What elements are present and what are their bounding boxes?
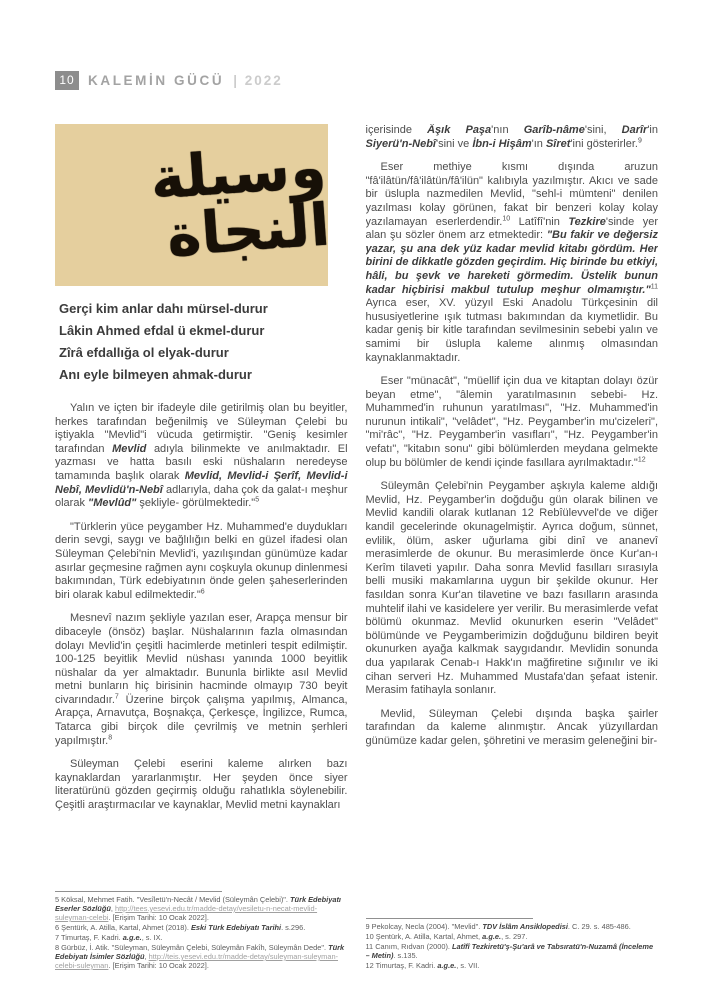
emphasized-text: Mevlid [112,442,147,455]
footnote-url[interactable]: http://tees.yesevi.edu.tr/madde-detay/vesiletu-n-necat-mevlid-suleyman-celebi [55,904,318,922]
body-paragraph: Mevlid, Süleyman Çelebi dışında başka şairler tarafından da kaleme alınmıştır. Ancak yüzyıllardan günümüze kadar gelen, şöhretini ve merasim geleneğini bir- [365,707,658,747]
footnote: 12 Timurtaş, F. Kadri. a.g.e., s. VII. [365,961,480,970]
poem-line: Lâkin Ahmed efdal ü ekmel-durur [59,323,265,338]
body-paragraph: Yalın ve içten bir ifadeyle dile getirilmiş olan bu beyitler, herkes tarafından beğenilmiş ve Süleyman Çelebi bu iştiyakla "Mevlid"i vücuda getirmiştir. "Geniş kesimler tarafından Mevlid adıyla bilinmekte ve anılmaktadır. El yazması ve hatta basılı eski nüshaların neredeyse tamamında başlık olarak Mevlid, Mevlid-i Şerîf, Mevlid-i Nebî, Mevlidü'n-Nebî adlarıyla, daha çok da galat-ı meşhur olarak "Mevlûd" şekliyle- görülmektedir."$^5$ [55,402,348,510]
emphasized-text: Tezkire [568,215,606,228]
emphasized-text: "Mevlûd" [88,497,137,510]
footnote: 11 Canım, Rıdvan (2000). Latîfî Tezkiretü'ş-Şu'arâ ve Tabsıratü'n-Nuzamâ (İnceleme – Metin). s.135. [365,942,654,960]
body-paragraph: Süleymân Çelebi'nin Peygamber aşkıyla kaleme aldığı Mevlid, Hz. Peygamber'in doğduğu gün olarak bilinen ve Mevlid kandili olarak kutlanan 12 Rebîülevvel'de ve diğer kandil gecelerinde okunagelmiştir. Ayrıca doğum, sünnet, evlilik, ölüm, asker uğurlama gibi dinî ve ananevî merasimlerde de okunur. Bu merasimlerde önce Kur'an-ı Kerîm tilaveti yapılır. Daha sonra Mevlid fasılları sırasıyla belli musiki makamlarına uygun bir şekilde okunur. Her fasıldan sonra Kur'an tilavetine ve bazı fasılların arasında muhtelif ilahi ve kasidelere yer verilir. Bu merasimlerde vefat bölümü okunmaz. Mevlid okunurken eserin "Velâdet" bölümünde ve Peygamberimizin doğduğunu bildiren beyit okunurken ayağa kalkmak saygıdandır. Mevlidin sonunda dua yapılarak Cenab-ı Hakk'ın mağfiretine sığınılır ve iki cihan serveri Hz. Muhammed Mustafa'dan şefaat istenir. Merasim fatihayla sonlanır. [365,480,658,697]
emphasized-text: a.g.e. [122,933,142,942]
footnote-ref: 6 [200,588,205,596]
emphasized-text: Darîr [621,124,648,136]
footnote-url[interactable]: http://teis.yesevi.edu.tr/madde-detay/suleyman-suleyman-celebi-suleyman [55,952,339,970]
body-paragraph: "Türklerin yüce peygamber Hz. Muhammed'e duydukları derin sevgi, saygı ve bağlılığın belki en güzel ifadesi olan Süleyman Çelebi'nin Mevlid'i, yazılışından günümüze kadar asırlar geçmesine rağmen aynı coşkuyla okunup dinlenmesi bakımından, Türk edebiyatının önde gelen şaheserlerinden biri olarak kabul edilmektedir."$^6$ [55,520,348,601]
right-column-body [366,124,659,759]
body-paragraph: Eser methiye kısmı dışında aruzun "fâ'ilâtün/fâ'ilâtün/fâ'ilün" kalıbıyla yazılmıştır. Akıcı ve sade bir üslupla nazmedilen Mevlid, "sehl-i mümteni" denilen yazılması kolay görünen, fakat bir benzeri kolay kolay yazılamayan eserlerdendir.$^{10}$ Latîfî'nin Tezkire'sinde yer alan şu sözler önem arz etmektedir: "Bu fakir ve değersiz yazar, şu ana dek yüz kadar mevlid kitabı gördüm. Her birini de dikkatle gözden geçirdim. Hiç birinde bu etkiyi, hâli, bu şevk ve hareketi görmedim. Üstelik bunun kadar hiçbirisi makbul tutulup meşhur olmamıştır."$^{11}$ Ayrıca eser, XV. yüzyıl Eski Anadolu Türkçesinin dil hususiyetlerine ışık tutması bakımından da kıymetlidir. Bu kadar geniş bir kitle tarafından sevilmesinin sebebi yalın ve samimi bir üslupla kaleme alınmış olmasından kaynaklanmaktadır. [365,161,658,364]
emphasized-text: a.g.e. [482,932,502,941]
magazine-year: | 2022 [233,72,283,88]
page-number: 10 [55,71,79,90]
footnote: 10 Şentürk, A. Atilla, Kartal, Ahmet, a.g.e., s. 297. [365,932,528,941]
emphasized-text: Mevlid, Mevlid-i Şerîf, Mevlid-i Nebî, Mevlidü'n-Nebî [55,469,348,496]
emphasized-text: İbn-i Hişâm [472,137,532,150]
footnote-ref: 8 [108,734,113,741]
emphasized-text: "Bu fakir ve değersiz yazar, şu ana dek yüz kadar mevlid kitabı gördüm. Her birini de dikkatle gözden geçirdim. Hiç birinde bu etkiyi, hâli, bu şevk ve hareketi görmedim. Üstelik bunun kadar hiçbirisi makbul tutulup meşhur olmamıştır." [365,229,658,296]
footnote-ref: 10 [502,214,511,222]
emphasized-text: Latîfî Tezkiretü'ş-Şu'arâ ve Tabsıratü'n-Nuzamâ (İnceleme – Metin) [365,942,654,960]
magazine-title: KALEMİN GÜCÜ [88,72,225,88]
footnote-ref: 12 [637,456,646,463]
body-paragraph: içerisinde Âşık Paşa'nın Garîb-nâme'sini, Darîr'in Siyerü'n-Nebî'sini ve İbn-i Hişâm'ın Sîret'ini gösterirler.$^9$ [365,124,658,150]
body-paragraph: Süleyman Çelebi eserini kaleme alırken bazı kaynaklardan yararlanmıştır. Her şeyden önce siyer literatürünü gözden geçirmiş olduğu rahatlıkla söylenebilir. Çeşitli araştırmacılar ve kaynaklar, Mevlid metni kaynakları [55,758,348,812]
footnote: 9 Pekolcay, Necla (2004). "Mevlid". TDV İslâm Ansiklopedisi. C. 29. s. 485-486. [365,922,631,931]
emphasized-text: Garîb-nâme [523,124,585,136]
footnote: 8 Gürbüz, İ. Atik. "Süleyman, Süleymân Çelebi, Süleymân Fakîh, Süleymân Dede". Türk Edebiyatı İsimler Sözlüğü, http://teis.yesevi.edu.tr/madde-detay/suleyman-suleyman-celebi-suleyman. [Erişim Tarihi: 10 Ocak 2022]. [55,943,345,970]
right-footnote-list [366,922,659,970]
emphasized-text: Türk Edebiyatı İsimler Sözlüğü [55,943,345,961]
footnote-ref: 5 [255,496,260,504]
left-footnote-list [55,895,348,970]
poem-line: Anı eyle bilmeyen ahmak-durur [59,367,252,382]
emphasized-text: Eski Türk Edebiyatı Tarihi [190,923,282,932]
footnote: 5 Köksal, Mehmet Fatih. "Vesîletü'n-Necât / Mevlid (Süleymân Çelebi)". Türk Edebiyatı Eserler Sözlüğü, http://tees.yesevi.edu.tr/madde-detay/vesiletu-n-necat-mevlid-suleyman-celebi. [Erişim Tarihi: 10 Ocak 2022]. [55,895,341,922]
footnote: 7 Timurtaş, F. Kadri. a.g.e., s. IX. [55,933,163,942]
emphasized-text: a.g.e. [437,961,457,970]
body-paragraph: Mesnevî nazım şekliyle yazılan eser, Arapça mensur bir dibaceyle (önsöz) başlar. Nüshalarının fazla olmasından dolayı Mevlid'in çeşitli hacimlerde metinleri tespit edilmiştir. 100-125 beyitlik Mevlid nüshası yanında 1000 beyitlik nüshalar da yer almaktadır. Bununla birlikte asıl Mevlid metni bunların hiç birisinin hacminde olmayıp 730 beyit civarındadır.$^7$ Üzerine birçok çalışma yapılmış, Almanca, Arapça, Arnavutça, Boşnakça, Çerkesçe, İngilizce, Rumca, Tatarca gibi birçok dile çevrilmiş ve metnin şerhleri yapılmıştır.$^8$ [55,612,348,747]
footnote-separator [366,918,533,919]
poem-line: Gerçi kim anlar dahı mürsel-durur [59,301,268,316]
emphasized-text: Sîret [545,137,571,150]
emphasized-text: Âşık Paşa [427,124,492,136]
left-footnotes [55,891,348,985]
footnote-separator [55,891,222,892]
footnote-ref: 9 [637,136,642,144]
right-column [366,124,659,985]
arabic-calligraphy-text: وسيلة النجاة [148,132,333,270]
calligraphy-image [55,124,333,286]
page-header [55,70,658,90]
body-paragraph: Eser "münacât", "müellif için dua ve kitaptan dolayı özür beyan etme", "âlemin yaratılmasının sebebi- Hz. Muhammed'in ruhunun yaratılması", "Hz. Muhammed'in nurunun intikali", "velâdet", "Hz. Peygamber'in mu'cizeleri", "mi'râc", "Hz. Peygamber'in vasıfları", "Hz. Peygamber'in vefatı", "kitabın sonu" gibi bölümlerden meydana gelmekte olup bu bölümler de kendi içinde fasıllara ayrılmaktadır."$^{12}$ [365,375,658,469]
left-column-body [55,402,348,823]
footnote: 6 Şentürk, A. Atilla, Kartal, Ahmet (2018). Eski Türk Edebiyatı Tarihi. s.296. [55,923,306,932]
emphasized-text: Siyerü'n-Nebî [365,137,436,150]
two-column-layout [55,124,658,985]
right-footnotes [366,918,659,985]
emphasized-text: Türk Edebiyatı Eserler Sözlüğü [55,895,341,913]
poem-line: Zîrâ efdallığa ol elyak-durur [59,345,229,360]
footnote-ref: 11 [650,282,658,290]
footnote-ref: 7 [114,693,119,701]
poem [59,302,348,390]
left-column [55,124,348,985]
emphasized-text: TDV İslâm Ansiklopedisi [482,922,568,931]
